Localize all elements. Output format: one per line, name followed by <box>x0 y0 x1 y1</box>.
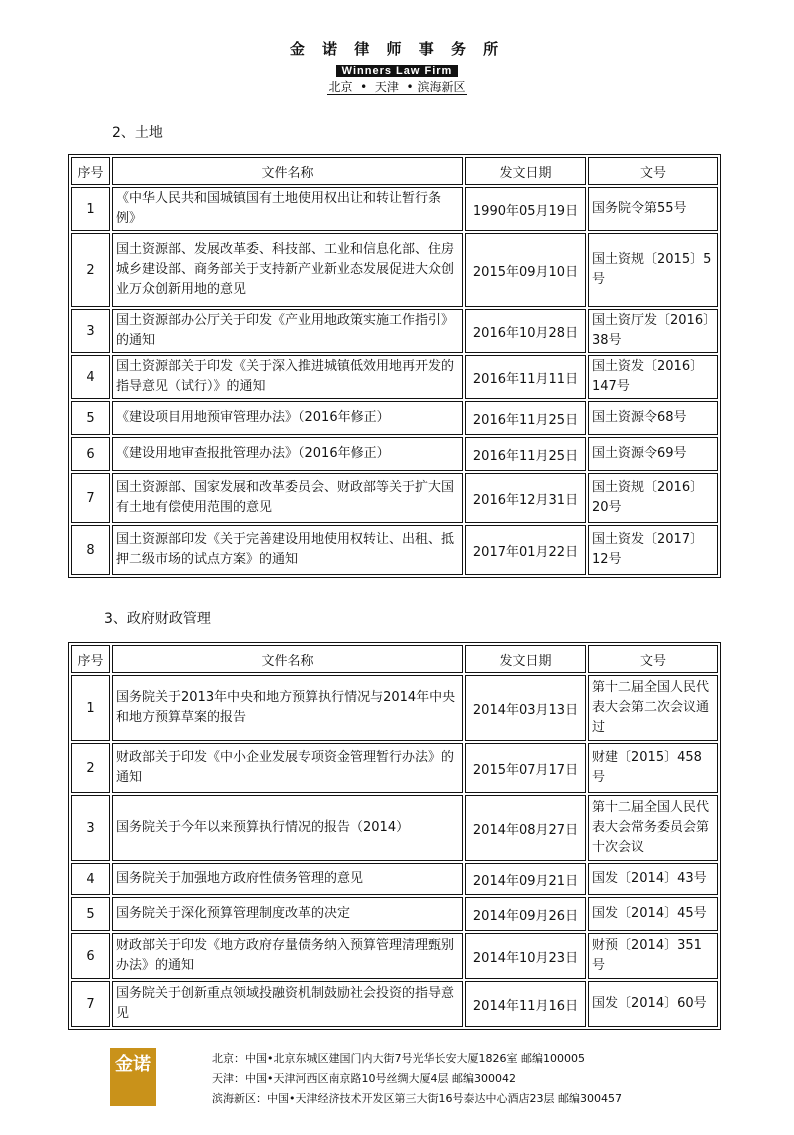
document-code: 国土资发〔2016〕147号 <box>588 355 718 399</box>
document-name: 财政部关于印发《中小企业发展专项资金管理暂行办法》的通知 <box>112 743 463 793</box>
issue-date: 2016年10月28日 <box>465 309 586 353</box>
table-row <box>71 309 718 353</box>
issue-date: 2017年01月22日 <box>465 525 586 575</box>
finance-table-body <box>71 675 718 1027</box>
document-code: 国土资厅发〔2016〕38号 <box>588 309 718 353</box>
issue-date: 2014年03月13日 <box>465 675 586 741</box>
document-name: 国务院关于深化预算管理制度改革的决定 <box>112 897 463 931</box>
issue-date: 2015年09月10日 <box>465 233 586 307</box>
office-cities <box>0 78 794 95</box>
issue-date: 2016年11月11日 <box>465 355 586 399</box>
section-title-finance: 3、政府财政管理 <box>104 611 211 627</box>
row-number: 8 <box>71 525 110 575</box>
table-row <box>71 187 718 231</box>
document-code: 国务院令第55号 <box>588 187 718 231</box>
document-name: 国务院关于今年以来预算执行情况的报告（2014） <box>112 795 463 861</box>
finance-table <box>68 642 721 1030</box>
document-code: 第十二届全国人民代表大会第二次会议通过 <box>588 675 718 741</box>
firm-name-chinese: 金 诺 律 师 事 务 所 <box>289 40 505 58</box>
document-code: 国土资源令69号 <box>588 437 718 471</box>
document-name: 《建设项目用地预审管理办法》（2016年修正） <box>112 401 463 435</box>
header-name: 文件名称 <box>112 157 463 185</box>
document-code: 国土资源令68号 <box>588 401 718 435</box>
firm-logo <box>110 1048 156 1106</box>
logo-text: 金诺 <box>115 1054 151 1075</box>
document-code: 财预〔2014〕351号 <box>588 933 718 979</box>
header-date: 发文日期 <box>465 157 586 185</box>
header-code: 文号 <box>588 645 718 673</box>
document-code: 国土资发〔2017〕12号 <box>588 525 718 575</box>
document-name: 国土资源部、发展改革委、科技部、工业和信息化部、住房城乡建设部、商务部关于支持新产业新业态发展促进大众创业万众创新用地的意见 <box>112 233 463 307</box>
header-date: 发文日期 <box>465 645 586 673</box>
issue-date: 2014年08月27日 <box>465 795 586 861</box>
document-code: 第十二届全国人民代表大会常务委员会第十次会议 <box>588 795 718 861</box>
table-row <box>71 981 718 1027</box>
table-row <box>71 525 718 575</box>
table-header-row <box>71 645 718 673</box>
table-header-row <box>71 157 718 185</box>
letterhead <box>0 38 794 78</box>
address-binhai: 滨海新区：中国•天津经济技术开发区第三大街16号泰达中心酒店23层 邮编300457 <box>212 1092 622 1105</box>
document-code: 国土资规〔2015〕5号 <box>588 233 718 307</box>
firm-name-english: Winners Law Firm <box>336 65 459 77</box>
land-table-body <box>71 187 718 575</box>
table-row <box>71 863 718 895</box>
document-code: 财建〔2015〕458号 <box>588 743 718 793</box>
document-name: 国土资源部关于印发《关于深入推进城镇低效用地再开发的指导意见（试行）》的通知 <box>112 355 463 399</box>
row-number: 4 <box>71 355 110 399</box>
row-number: 6 <box>71 933 110 979</box>
city-separator: • <box>360 80 368 94</box>
issue-date: 2014年10月23日 <box>465 933 586 979</box>
header-no: 序号 <box>71 645 110 673</box>
row-number: 5 <box>71 897 110 931</box>
table-row <box>71 795 718 861</box>
table-row <box>71 401 718 435</box>
document-name: 国务院关于创新重点领域投融资机制鼓励社会投资的指导意见 <box>112 981 463 1027</box>
row-number: 7 <box>71 473 110 523</box>
table-row <box>71 437 718 471</box>
issue-date: 2016年11月25日 <box>465 401 586 435</box>
row-number: 1 <box>71 187 110 231</box>
city-beijing: 北京 <box>328 80 353 94</box>
table-row <box>71 473 718 523</box>
document-code: 国发〔2014〕45号 <box>588 897 718 931</box>
row-number: 3 <box>71 795 110 861</box>
table-row <box>71 355 718 399</box>
issue-date: 2014年09月26日 <box>465 897 586 931</box>
document-code: 国发〔2014〕60号 <box>588 981 718 1027</box>
issue-date: 2015年07月17日 <box>465 743 586 793</box>
city-separator: • <box>406 80 414 94</box>
row-number: 2 <box>71 743 110 793</box>
city-binhai: 滨海新区 <box>417 80 466 94</box>
table-row <box>71 933 718 979</box>
issue-date: 2014年09月21日 <box>465 863 586 895</box>
row-number: 7 <box>71 981 110 1027</box>
row-number: 3 <box>71 309 110 353</box>
row-number: 4 <box>71 863 110 895</box>
document-code: 国土资规〔2016〕20号 <box>588 473 718 523</box>
city-tianjin: 天津 <box>374 80 399 94</box>
document-name: 《中华人民共和国城镇国有土地使用权出让和转让暂行条例》 <box>112 187 463 231</box>
table-row <box>71 675 718 741</box>
issue-date: 1990年05月19日 <box>465 187 586 231</box>
document-name: 国土资源部办公厅关于印发《产业用地政策实施工作指引》的通知 <box>112 309 463 353</box>
issue-date: 2016年11月25日 <box>465 437 586 471</box>
header-code: 文号 <box>588 157 718 185</box>
table-row <box>71 233 718 307</box>
row-number: 5 <box>71 401 110 435</box>
row-number: 1 <box>71 675 110 741</box>
header-name: 文件名称 <box>112 645 463 673</box>
document-name: 财政部关于印发《地方政府存量债务纳入预算管理清理甄别办法》的通知 <box>112 933 463 979</box>
table-row <box>71 897 718 931</box>
document-code: 国发〔2014〕43号 <box>588 863 718 895</box>
document-name: 国务院关于2013年中央和地方预算执行情况与2014年中央和地方预算草案的报告 <box>112 675 463 741</box>
header-no: 序号 <box>71 157 110 185</box>
row-number: 6 <box>71 437 110 471</box>
issue-date: 2016年12月31日 <box>465 473 586 523</box>
land-table <box>68 154 721 578</box>
address-beijing: 北京：中国•北京东城区建国门内大街7号光华长安大厦1826室 邮编100005 <box>212 1052 585 1065</box>
row-number: 2 <box>71 233 110 307</box>
address-tianjin: 天津：中国•天津河西区南京路10号丝绸大厦4层 邮编300042 <box>212 1072 516 1085</box>
table-row <box>71 743 718 793</box>
issue-date: 2014年11月16日 <box>465 981 586 1027</box>
section-title-land: 2、土地 <box>112 125 163 141</box>
document-name: 国土资源部、国家发展和改革委员会、财政部等关于扩大国有土地有偿使用范围的意见 <box>112 473 463 523</box>
document-name: 国土资源部印发《关于完善建设用地使用权转让、出租、抵押二级市场的试点方案》的通知 <box>112 525 463 575</box>
document-name: 国务院关于加强地方政府性债务管理的意见 <box>112 863 463 895</box>
document-name: 《建设用地审查报批管理办法》（2016年修正） <box>112 437 463 471</box>
